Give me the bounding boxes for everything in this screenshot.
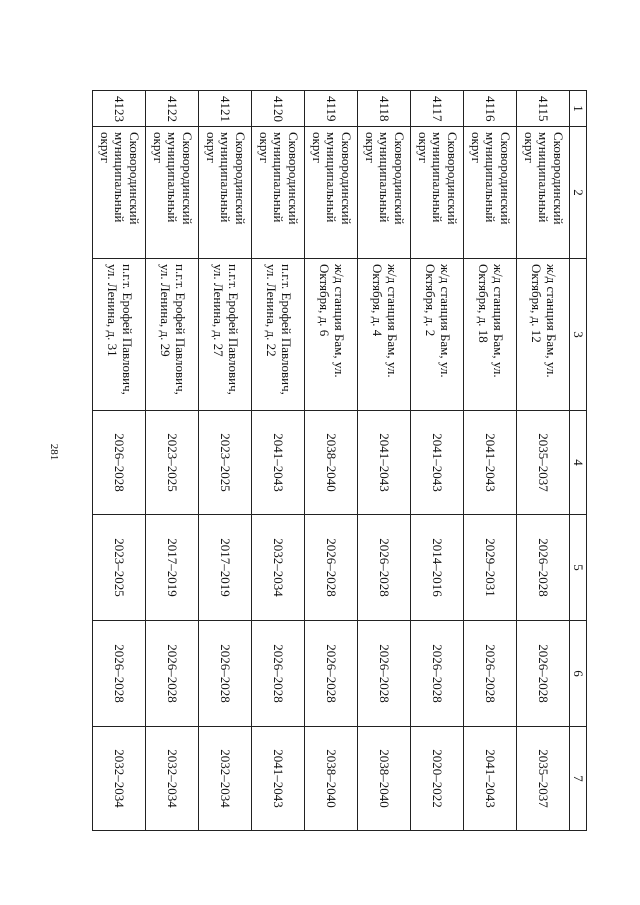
address-cell: ж/д станция Бам, ул. Октября, д. 18 <box>464 259 517 411</box>
column-header-1: 1 <box>570 91 587 127</box>
district-cell: Сковородинский муниципальный округ <box>464 127 517 259</box>
period-col4: 2038–2040 <box>305 411 358 515</box>
period-col6: 2026–2028 <box>358 621 411 727</box>
row-id: 4118 <box>358 91 411 127</box>
row-id: 4123 <box>93 91 146 127</box>
column-header-2: 2 <box>570 127 587 259</box>
district-cell: Сковородинский муниципальный округ <box>199 127 252 259</box>
period-col7: 2032–2034 <box>93 727 146 831</box>
column-header-6: 6 <box>570 621 587 727</box>
period-col4: 2023–2025 <box>199 411 252 515</box>
period-col7: 2041–2043 <box>464 727 517 831</box>
header-row <box>570 91 587 831</box>
address-cell: ж/д станция Бам, ул. Октября, д. 2 <box>411 259 464 411</box>
period-col5: 2029–2031 <box>464 515 517 621</box>
row-id: 4117 <box>411 91 464 127</box>
period-col5: 2026–2028 <box>358 515 411 621</box>
address-cell: п.г.т. Ерофей Павлович, ул. Ленина, д. 22 <box>252 259 305 411</box>
period-col6: 2026–2028 <box>517 621 570 727</box>
address-cell: п.г.т. Ерофей Павлович, ул. Ленина, д. 27 <box>199 259 252 411</box>
district-cell: Сковородинский муниципальный округ <box>93 127 146 259</box>
period-col6: 2026–2028 <box>305 621 358 727</box>
period-col7: 2035–2037 <box>517 727 570 831</box>
table-row <box>146 91 199 831</box>
table-row <box>517 91 570 831</box>
period-col5: 2032–2034 <box>252 515 305 621</box>
period-col6: 2026–2028 <box>411 621 464 727</box>
period-col6: 2026–2028 <box>464 621 517 727</box>
column-header-4: 4 <box>570 411 587 515</box>
period-col7: 2032–2034 <box>146 727 199 831</box>
period-col7: 2020–2022 <box>411 727 464 831</box>
column-header-5: 5 <box>570 515 587 621</box>
period-col4: 2041–2043 <box>358 411 411 515</box>
address-cell: ж/д станция Бам, ул. Октября, д. 4 <box>358 259 411 411</box>
table-row <box>358 91 411 831</box>
period-col4: 2023–2025 <box>146 411 199 515</box>
district-cell: Сковородинский муниципальный округ <box>252 127 305 259</box>
period-col7: 2038–2040 <box>358 727 411 831</box>
period-col5: 2017–2019 <box>199 515 252 621</box>
schedule-table <box>92 90 587 831</box>
district-cell: Сковородинский муниципальный округ <box>358 127 411 259</box>
period-col4: 2041–2043 <box>411 411 464 515</box>
district-cell: Сковородинский муниципальный округ <box>517 127 570 259</box>
address-cell: п.г.т. Ерофей Павлович, ул. Ленина, д. 29 <box>146 259 199 411</box>
period-col4: 2026–2028 <box>93 411 146 515</box>
period-col5: 2014–2016 <box>411 515 464 621</box>
row-id: 4120 <box>252 91 305 127</box>
table-row <box>252 91 305 831</box>
period-col6: 2026–2028 <box>93 621 146 727</box>
period-col7: 2041–2043 <box>252 727 305 831</box>
row-id: 4122 <box>146 91 199 127</box>
page-number: 281 <box>48 443 60 461</box>
period-col5: 2023–2025 <box>93 515 146 621</box>
table-row <box>199 91 252 831</box>
address-cell: ж/д станция Бам, ул. Октября, д. 12 <box>517 259 570 411</box>
period-col7: 2038–2040 <box>305 727 358 831</box>
period-col6: 2026–2028 <box>146 621 199 727</box>
district-cell: Сковородинский муниципальный округ <box>411 127 464 259</box>
column-header-7: 7 <box>570 727 587 831</box>
rotated-table-container <box>92 90 587 830</box>
period-col5: 2017–2019 <box>146 515 199 621</box>
address-cell: ж/д станция Бам, ул. Октября, д. 6 <box>305 259 358 411</box>
table-row <box>93 91 146 831</box>
period-col7: 2032–2034 <box>199 727 252 831</box>
table-row <box>464 91 517 831</box>
district-cell: Сковородинский муниципальный округ <box>146 127 199 259</box>
period-col5: 2026–2028 <box>305 515 358 621</box>
period-col6: 2026–2028 <box>199 621 252 727</box>
row-id: 4115 <box>517 91 570 127</box>
row-id: 4116 <box>464 91 517 127</box>
district-cell: Сковородинский муниципальный округ <box>305 127 358 259</box>
column-header-3: 3 <box>570 259 587 411</box>
address-cell: п.г.т. Ерофей Павлович, ул. Ленина, д. 31 <box>93 259 146 411</box>
period-col4: 2041–2043 <box>252 411 305 515</box>
period-col4: 2035–2037 <box>517 411 570 515</box>
row-id: 4119 <box>305 91 358 127</box>
period-col4: 2041–2043 <box>464 411 517 515</box>
table-row <box>411 91 464 831</box>
period-col5: 2026–2028 <box>517 515 570 621</box>
table-row <box>305 91 358 831</box>
row-id: 4121 <box>199 91 252 127</box>
period-col6: 2026–2028 <box>252 621 305 727</box>
